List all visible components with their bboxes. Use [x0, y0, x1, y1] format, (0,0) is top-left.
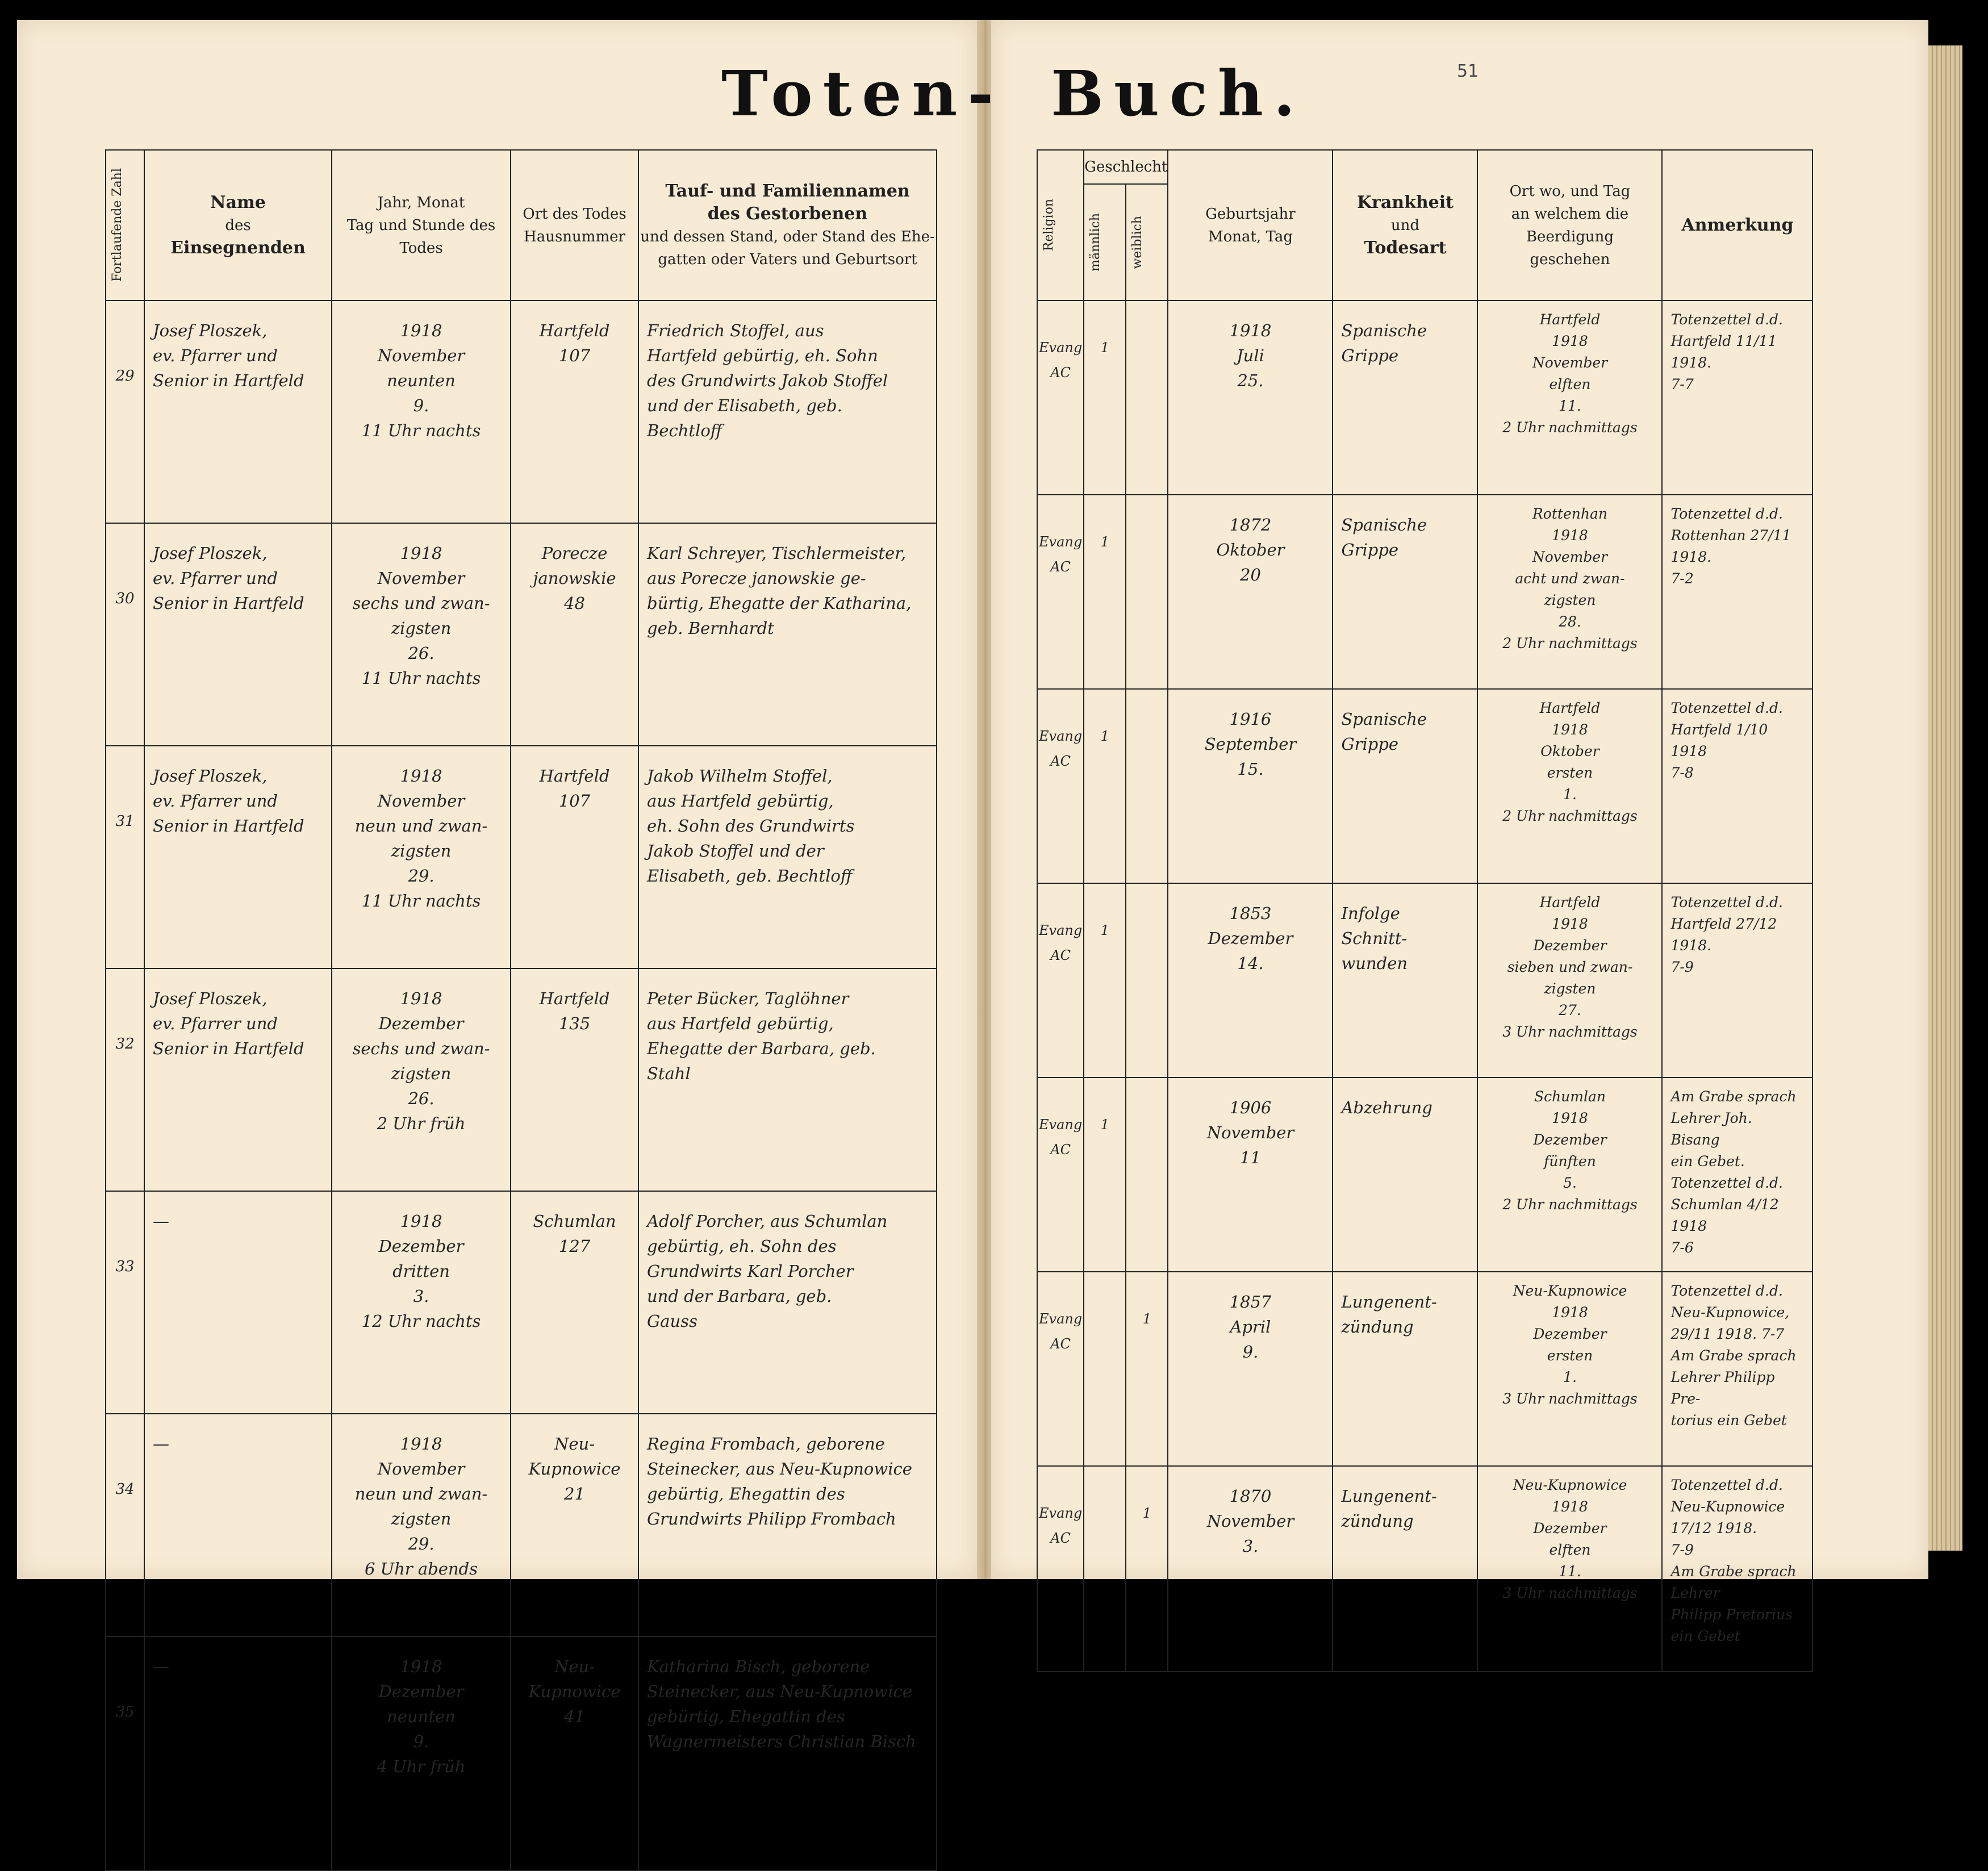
burial-place-date: Neu-Kupnowice 1918 Dezember ersten 1. 3 Uhr nachmittags — [1502, 1283, 1638, 1407]
death-date-cell — [332, 1636, 511, 1870]
entry-number-cell — [106, 1191, 144, 1414]
register-row-left — [106, 1414, 937, 1636]
death-place: Hartfeld 135 — [539, 989, 610, 1033]
death-place: Neu- Kupnowice 41 — [528, 1657, 621, 1726]
title-left: Toten- — [721, 57, 1004, 130]
death-place-cell — [511, 1191, 638, 1414]
death-date-cell — [332, 1191, 511, 1414]
birth-date-cell — [1168, 689, 1333, 883]
header-nr: Fortlaufende Zahl — [106, 150, 144, 300]
deceased-family-name: Katharina Bisch, geborene Steinecker, aus Neu-Kupnowice gebürtig, Ehegattin des Wagnermeisters Christian Bisch — [647, 1657, 916, 1751]
religion-cell — [1037, 689, 1084, 883]
register-row-left — [106, 300, 937, 523]
burial-place-date: Hartfeld 1918 Dezember sieben und zwan- zigsten 27. 3 Uhr nachmittags — [1502, 894, 1638, 1040]
death-place-cell — [511, 1636, 638, 1870]
burial-place-date-cell — [1477, 1078, 1662, 1272]
burial-place-date: Hartfeld 1918 November elften 11. 2 Uhr nachmittags — [1502, 311, 1638, 436]
birth-date-cell — [1168, 1466, 1333, 1672]
entry-number: 30 — [115, 590, 135, 607]
male-mark-cell — [1084, 689, 1126, 883]
officiant-name-cell — [144, 1414, 332, 1636]
cause-of-death-cell — [1333, 1272, 1477, 1466]
male-mark-cell — [1084, 1272, 1126, 1466]
cause-of-death-cell — [1333, 689, 1477, 883]
female-mark-cell — [1126, 689, 1168, 883]
burial-place-date-cell — [1477, 883, 1662, 1078]
header-place: Ort des Todes Hausnummer — [511, 150, 638, 300]
birth-date-cell — [1168, 495, 1333, 689]
birth-date: 1916 September 15. — [1204, 709, 1297, 779]
death-date: 1918 Dezember dritten 3. 12 Uhr nachts — [361, 1212, 481, 1331]
header-remark: Anmerkung — [1662, 150, 1812, 300]
female-mark: 1 — [1142, 1311, 1152, 1327]
religion: Evang AC — [1039, 534, 1083, 575]
female-mark-cell — [1126, 300, 1168, 495]
male-mark-cell — [1084, 1466, 1126, 1672]
remark-cell — [1662, 1078, 1812, 1272]
deceased-family-name: Friedrich Stoffel, aus Hartfeld gebürtig, eh. Sohn des Grundwirts Jakob Stoffel und der Elisabeth, geb. Bechtloff — [647, 321, 888, 440]
officiant-name: Josef Ploszek, ev. Pfarrer und Senior in Hartfeld — [153, 766, 304, 836]
religion: Evang AC — [1039, 1505, 1083, 1546]
burial-place-date-cell — [1477, 1466, 1662, 1672]
birth-date-cell — [1168, 883, 1333, 1078]
register-row-right — [1037, 1078, 1812, 1272]
register-row-left — [106, 523, 937, 746]
cause-of-death-cell — [1333, 1466, 1477, 1672]
deceased-family-name-cell — [638, 300, 937, 523]
header-male: männlich — [1084, 184, 1126, 300]
cause-of-death: Lungenent- zündung — [1341, 1292, 1437, 1337]
register-row-left — [106, 1636, 937, 1870]
birth-date-cell — [1168, 300, 1333, 495]
male-mark: 1 — [1100, 922, 1109, 938]
remark-cell — [1662, 1466, 1812, 1672]
register-row-left — [106, 1191, 937, 1414]
entry-number-cell — [106, 523, 144, 746]
female-mark — [1126, 1078, 1167, 1271]
deceased-family-name: Karl Schreyer, Tischlermeister, aus Porecze janowskie ge- bürtig, Ehegatte der Katharina, geb. Bernhardt — [647, 544, 912, 638]
cause-of-death: Lungenent- zündung — [1341, 1486, 1437, 1531]
deceased-family-name-cell — [638, 1636, 937, 1870]
death-date-cell — [332, 746, 511, 968]
right-register-table — [1037, 149, 1813, 1672]
officiant-name-cell — [144, 746, 332, 968]
deceased-family-name-cell — [638, 746, 937, 968]
death-place: Hartfeld 107 — [539, 766, 610, 811]
officiant-name: Josef Ploszek, ev. Pfarrer und Senior in Hartfeld — [153, 989, 304, 1058]
female-mark — [1126, 884, 1167, 1077]
officiant-name: — — [153, 1657, 169, 1676]
burial-place-date-cell — [1477, 495, 1662, 689]
cause-of-death: Abzehrung — [1341, 1098, 1432, 1117]
officiant-name-cell — [144, 968, 332, 1191]
burial-place-date-cell — [1477, 1272, 1662, 1466]
female-mark-cell — [1126, 1078, 1168, 1272]
death-date: 1918 Dezember sechs und zwan- zigsten 26. 2 Uhr früh — [352, 989, 490, 1133]
religion-cell — [1037, 883, 1084, 1078]
remark: Am Grabe sprach Lehrer Joh. Bisang ein Gebet. Totenzettel d.d. Schumlan 4/12 1918 7-6 — [1670, 1088, 1797, 1256]
title-right: Buch. — [1051, 57, 1306, 130]
deceased-family-name: Peter Bücker, Taglöhner aus Hartfeld gebürtig, Ehegatte der Barbara, geb. Stahl — [647, 989, 876, 1083]
death-date: 1918 November neunten 9. 11 Uhr nachts — [361, 321, 481, 440]
female-mark-cell — [1126, 495, 1168, 689]
birth-date: 1872 Oktober 20 — [1216, 515, 1285, 584]
death-date-cell — [332, 523, 511, 746]
birth-date: 1857 April 9. — [1229, 1292, 1272, 1362]
death-place-cell — [511, 746, 638, 968]
death-date: 1918 November sechs und zwan- zigsten 26. 11 Uhr nachts — [352, 544, 490, 688]
deceased-family-name-cell — [638, 968, 937, 1191]
death-place-cell — [511, 523, 638, 746]
remark-cell — [1662, 300, 1812, 495]
entry-number-cell — [106, 300, 144, 523]
left-register-table — [105, 149, 937, 1871]
male-mark: 1 — [1100, 1117, 1109, 1133]
entry-number: 35 — [115, 1703, 135, 1720]
remark: Totenzettel d.d. Neu-Kupnowice, 29/11 1918. 7-7 Am Grabe sprach Lehrer Philipp Pre- torius ein Gebet — [1670, 1283, 1797, 1429]
death-place-cell — [511, 300, 638, 523]
religion-cell — [1037, 1272, 1084, 1466]
deceased-family-name: Jakob Wilhelm Stoffel, aus Hartfeld gebürtig, eh. Sohn des Grundwirts Jakob Stoffel und der Elisabeth, geb. Bechtloff — [647, 766, 855, 886]
female-mark — [1126, 690, 1167, 883]
remark: Totenzettel d.d. Hartfeld 11/11 1918. 7-7 — [1670, 311, 1783, 392]
burial-place-date: Neu-Kupnowice 1918 Dezember elften 11. 3 Uhr nachmittags — [1502, 1477, 1638, 1601]
death-place: Schumlan 127 — [533, 1212, 616, 1256]
female-mark-cell — [1126, 1466, 1168, 1672]
cause-of-death-cell — [1333, 495, 1477, 689]
officiant-name-cell — [144, 1636, 332, 1870]
female-mark-cell — [1126, 1272, 1168, 1466]
remark: Totenzettel d.d. Hartfeld 1/10 1918 7-8 — [1670, 700, 1783, 781]
cause-of-death: Spanische Grippe — [1341, 321, 1427, 365]
remark: Totenzettel d.d. Rottenhan 27/11 1918. 7-2 — [1670, 506, 1791, 587]
deceased-family-name-cell — [638, 523, 937, 746]
cause-of-death: Infolge Schnitt- wunden — [1341, 904, 1408, 973]
male-mark — [1084, 1467, 1125, 1671]
birth-date: 1870 November 3. — [1206, 1486, 1294, 1556]
register-row-left — [106, 746, 937, 968]
remark-cell — [1662, 883, 1812, 1078]
page-number: 51 — [1457, 61, 1479, 81]
header-religion: Religion — [1037, 150, 1084, 300]
death-place-cell — [511, 1414, 638, 1636]
birth-date-cell — [1168, 1272, 1333, 1466]
header-female: weiblich — [1126, 184, 1168, 300]
header-disease: Krankheit und Todesart — [1333, 150, 1477, 300]
cause-of-death-cell — [1333, 300, 1477, 495]
header-date: Jahr, Monat Tag und Stunde des Todes — [332, 150, 511, 300]
death-place-cell — [511, 968, 638, 1191]
religion: Evang AC — [1039, 1117, 1083, 1158]
female-mark — [1126, 301, 1167, 494]
male-mark-cell — [1084, 495, 1126, 689]
register-row-right — [1037, 883, 1812, 1078]
register-row-left — [106, 968, 937, 1191]
entry-number-cell — [106, 746, 144, 968]
religion-cell — [1037, 1078, 1084, 1272]
deceased-family-name-cell — [638, 1191, 937, 1414]
register-row-right — [1037, 1272, 1812, 1466]
officiant-name: — — [153, 1434, 169, 1454]
burial-place-date-cell — [1477, 689, 1662, 883]
remark-cell — [1662, 689, 1812, 883]
female-mark: 1 — [1142, 1505, 1152, 1521]
birth-date-cell — [1168, 1078, 1333, 1272]
remark-cell — [1662, 1272, 1812, 1466]
male-mark: 1 — [1100, 728, 1109, 744]
entry-number: 34 — [115, 1481, 135, 1498]
religion-cell — [1037, 495, 1084, 689]
death-date: 1918 November neun und zwan- zigsten 29. 11 Uhr nachts — [354, 766, 488, 911]
religion: Evang AC — [1039, 1311, 1083, 1352]
header-name: Name des Einsegnenden — [144, 150, 332, 300]
female-mark-cell — [1126, 883, 1168, 1078]
entry-number: 33 — [115, 1258, 135, 1275]
entry-number-cell — [106, 1636, 144, 1870]
burial-place-date-cell — [1477, 300, 1662, 495]
header-burial: Ort wo, und Tag an welchem die Beerdigung geschehen — [1477, 150, 1662, 300]
religion-cell — [1037, 1466, 1084, 1672]
religion: Evang AC — [1039, 922, 1083, 963]
cause-of-death-cell — [1333, 883, 1477, 1078]
male-mark-cell — [1084, 883, 1126, 1078]
officiant-name-cell — [144, 300, 332, 523]
remark: Totenzettel d.d. Neu-Kupnowice 17/12 1918. 7-9 Am Grabe sprach Lehrer Philipp Pretorius ein Gebet — [1670, 1477, 1797, 1644]
officiant-name-cell — [144, 523, 332, 746]
entry-number-cell — [106, 1414, 144, 1636]
entry-number-cell — [106, 968, 144, 1191]
death-date: 1918 Dezember neunten 9. 4 Uhr früh — [377, 1657, 466, 1776]
religion: Evang AC — [1039, 728, 1083, 769]
death-date-cell — [332, 300, 511, 523]
religion-cell — [1037, 300, 1084, 495]
page-edges — [1928, 45, 1962, 1551]
male-mark-cell — [1084, 1078, 1126, 1272]
cause-of-death: Spanische Grippe — [1341, 709, 1427, 754]
burial-place-date: Hartfeld 1918 Oktober ersten 1. 2 Uhr nachmittags — [1502, 700, 1638, 824]
register-row-right — [1037, 495, 1812, 689]
header-gender: Geschlecht — [1084, 150, 1168, 184]
death-date-cell — [332, 1414, 511, 1636]
officiant-name-cell — [144, 1191, 332, 1414]
male-mark: 1 — [1100, 534, 1109, 550]
remark-cell — [1662, 495, 1812, 689]
entry-number: 32 — [115, 1035, 135, 1053]
remark: Totenzettel d.d. Hartfeld 27/12 1918. 7-9 — [1670, 894, 1783, 975]
religion: Evang AC — [1039, 340, 1083, 381]
death-place: Hartfeld 107 — [539, 321, 610, 365]
register-row-right — [1037, 689, 1812, 883]
burial-place-date: Rottenhan 1918 November acht und zwan- zigsten 28. 2 Uhr nachmittags — [1502, 506, 1638, 651]
officiant-name: — — [153, 1212, 169, 1231]
cause-of-death-cell — [1333, 1078, 1477, 1272]
male-mark — [1084, 1272, 1125, 1465]
deceased-family-name-cell — [638, 1414, 937, 1636]
birth-date: 1918 Juli 25. — [1229, 321, 1272, 390]
entry-number: 29 — [115, 367, 135, 385]
cause-of-death: Spanische Grippe — [1341, 515, 1427, 559]
deceased-family-name: Regina Frombach, geborene Steinecker, aus Neu-Kupnowice gebürtig, Ehegattin des Grundwirts Philipp Frombach — [647, 1434, 912, 1528]
female-mark — [1126, 495, 1167, 688]
officiant-name: Josef Ploszek, ev. Pfarrer und Senior in Hartfeld — [153, 544, 304, 613]
burial-place-date: Schumlan 1918 Dezember fünften 5. 2 Uhr nachmittags — [1502, 1088, 1638, 1213]
birth-date: 1906 November 11 — [1206, 1098, 1294, 1167]
death-date: 1918 November neun und zwan- zigsten 29. 6 Uhr abends — [354, 1434, 488, 1578]
birth-date: 1853 Dezember 14. — [1208, 904, 1293, 973]
deceased-family-name: Adolf Porcher, aus Schumlan gebürtig, eh. Sohn des Grundwirts Karl Porcher und der Barbara, geb. Gauss — [647, 1212, 888, 1331]
male-mark-cell — [1084, 300, 1126, 495]
death-place: Porecze janowskie 48 — [533, 544, 616, 613]
death-place: Neu- Kupnowice 21 — [528, 1434, 621, 1504]
header-family: Tauf- und Familiennamen des Gestorbenen und dessen Stand, oder Stand des Ehe- gatten oder Vaters und Geburtsort — [638, 150, 937, 300]
death-date-cell — [332, 968, 511, 1191]
register-row-right — [1037, 1466, 1812, 1672]
entry-number: 31 — [115, 813, 135, 830]
male-mark: 1 — [1100, 340, 1109, 356]
header-birth: Geburtsjahr Monat, Tag — [1168, 150, 1333, 300]
register-row-right — [1037, 300, 1812, 495]
officiant-name: Josef Ploszek, ev. Pfarrer und Senior in Hartfeld — [153, 321, 304, 390]
